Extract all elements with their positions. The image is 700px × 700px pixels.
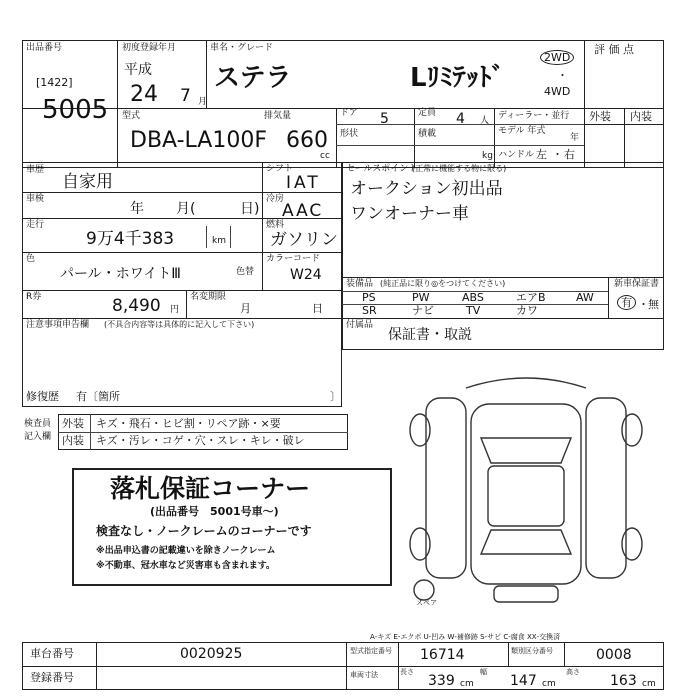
displacement-label: 排気量: [264, 111, 292, 121]
wheel-rear-left: [410, 528, 430, 560]
wheel-rear-right: [622, 528, 642, 560]
capacity-label: 定員: [418, 108, 437, 118]
recycle-unit: 円: [170, 305, 180, 315]
reg-deadline-day: 日: [312, 302, 323, 315]
equip-ps: PS: [362, 291, 376, 304]
drive-sep: ・: [557, 69, 568, 82]
inspection-month: 月(: [176, 201, 196, 217]
car-rear-glass: [481, 530, 571, 554]
model-label: 型式: [122, 111, 141, 121]
equip-tv: TV: [466, 304, 481, 317]
sales-point-line-1: オークション初出品: [350, 179, 503, 199]
lot-number: 5005: [42, 95, 109, 125]
new-warranty-label: 新車保証書: [614, 279, 660, 289]
equip-leather: カワ: [516, 304, 538, 317]
dims-height-label: 高さ: [566, 668, 580, 676]
equipment-label: 装備品: [346, 279, 374, 289]
recycle-label: R券: [26, 292, 42, 302]
lot-sub: [1422]: [36, 76, 73, 89]
sales-point-label: セールスポイント: [346, 164, 418, 174]
model-value: DBA-LA100F: [130, 128, 267, 153]
equip-airbag: エアB: [516, 291, 546, 304]
equip-abs: ABS: [462, 291, 484, 304]
new-warranty-sep: ・: [638, 298, 649, 311]
car-roof: [488, 466, 564, 526]
car-name: ステラ: [214, 63, 292, 93]
recycle-value: 8,490: [112, 296, 161, 316]
model-year-label: モデル 年式: [498, 126, 546, 136]
load-label: 積載: [418, 129, 437, 139]
corner-note-2: ※不動車、冠水車など災害車も含まれます。: [96, 561, 276, 571]
dealer-label: ディーラー・並行: [498, 111, 570, 121]
handle-left: 左: [536, 148, 547, 161]
aircon-label: 冷房: [266, 194, 285, 204]
color-change-label: 色替: [236, 267, 255, 277]
class-no-label: 類別区分番号: [511, 647, 553, 655]
drive-4wd: 4WD: [544, 85, 571, 98]
doors-value: 5: [380, 111, 389, 127]
corner-title: 落札保証コーナー: [110, 474, 311, 503]
sales-point-line-2: ワンオーナー車: [350, 204, 469, 224]
equip-navi: ナビ: [412, 304, 434, 317]
dims-height-unit: cm: [642, 679, 656, 689]
notes-label: 注意事項申告欄: [26, 320, 90, 330]
corner-note-1: ※出品申込書の記載違いを除きノークレーム: [96, 546, 276, 556]
sales-point-note: (正常に機能する物に限る): [412, 164, 507, 173]
class-no-value: 0008: [596, 647, 632, 663]
drive-2wd: 2WD: [540, 50, 574, 65]
type-no-label: 型式指定番号: [350, 647, 392, 655]
evaluation-exterior: 外装: [589, 110, 611, 123]
new-warranty-no: 無: [648, 298, 659, 311]
chassis-value: 0020925: [180, 646, 243, 662]
aircon-value: AAC: [282, 201, 324, 221]
dims-height: 163: [610, 673, 637, 689]
inspector-int-label: 内装: [62, 434, 84, 447]
model-year-value: 年: [570, 133, 580, 143]
corner-sub: (出品番号 5001号車〜): [150, 505, 279, 518]
car-rear-bumper: [494, 586, 558, 602]
first-reg-year: 24: [130, 82, 158, 107]
load-unit: kg: [482, 151, 493, 161]
colorcode-value: W24: [290, 267, 322, 283]
dims-label: 車両寸法: [350, 671, 378, 679]
reg-deadline-label: 名変期限: [190, 292, 227, 302]
chassis-label: 車台番号: [30, 647, 74, 660]
first-reg-month: 7: [180, 86, 191, 106]
displacement-value: 660: [286, 128, 328, 153]
equipment-note: (純正品に限り◎をつけてください): [380, 279, 506, 288]
details-block: [22, 162, 342, 407]
evaluation-label: 評 価 点: [594, 43, 634, 56]
damage-legend: A‐キズ E‐エクボ U‐凹み W‐補修跡 S‐サビ C‐腐食 XX‐交換済: [370, 633, 561, 641]
dims-width-label: 幅: [480, 668, 487, 676]
repair-close: 〕: [330, 390, 341, 403]
repair-value: 有〔箇所: [76, 390, 120, 403]
inspection-day: 日): [240, 201, 260, 217]
car-grade: Lﾘﾐﾃｯﾄﾞ: [410, 63, 505, 93]
dims-length-label: 長さ: [400, 668, 414, 676]
first-reg-month-unit: 月: [198, 97, 208, 107]
inspector-label-1: 検査員: [24, 419, 52, 429]
type-no-value: 16714: [420, 647, 465, 663]
shift-label: シフト: [266, 164, 294, 174]
dims-length: 339: [428, 673, 455, 689]
inspector-label-2: 記入欄: [24, 432, 52, 442]
car-body-right-side: [586, 398, 626, 578]
registration-label: 登録番号: [30, 671, 74, 684]
colorcode-label: カラーコード: [266, 254, 321, 264]
mileage-label: 走行: [26, 220, 45, 230]
doors-label: ドア: [340, 108, 358, 118]
fuel-label: 燃料: [266, 220, 285, 230]
color-label: 色: [26, 254, 36, 264]
first-reg-era: 平成: [124, 62, 152, 78]
handle-sep: ・: [552, 148, 563, 161]
car-windshield: [481, 438, 571, 463]
dims-length-unit: cm: [460, 679, 474, 689]
repair-label: 修復歴: [26, 390, 59, 403]
first-reg-label: 初度登録年月: [122, 43, 177, 53]
displacement-unit: cc: [320, 151, 330, 161]
capacity-value: 4: [456, 111, 465, 127]
attachments-value: 保証書・取説: [388, 327, 472, 343]
color-value: パール・ホワイトⅢ: [60, 266, 181, 282]
handle-label: ハンドル: [498, 150, 535, 160]
attachments-label: 付属品: [346, 320, 374, 330]
corner-line: 検査なし・ノークレームのコーナーです: [96, 524, 312, 538]
fuel-value: ガソリン: [270, 230, 338, 250]
mileage-unit: km: [212, 236, 226, 246]
car-damage-diagram: [396, 368, 656, 618]
usage-label: 車歴: [26, 165, 45, 175]
dims-width: 147: [510, 673, 537, 689]
inspection-year: 年: [130, 201, 144, 217]
dims-width-unit: cm: [542, 679, 556, 689]
evaluation-interior: 内装: [630, 110, 652, 123]
wheel-front-left: [410, 414, 430, 446]
inspection-label: 車検: [26, 194, 45, 204]
shape-label: 形状: [340, 129, 359, 139]
mileage-value: 9万4千383: [86, 229, 175, 249]
inspector-ext-label: 外装: [62, 417, 84, 430]
lot-label: 出品番号: [26, 43, 63, 53]
wheel-front-right: [622, 414, 642, 446]
notes-note: (不具合内容等は具体的に記入して下さい): [104, 320, 255, 329]
inspector-ext-items: キズ・飛石・ヒビ割・リペア跡・×要: [96, 417, 281, 430]
spare-label: スペア: [416, 599, 437, 607]
shift-value: IAT: [286, 173, 321, 193]
car-name-label: 車名・グレード: [210, 43, 274, 53]
equip-sr: SR: [362, 304, 377, 317]
equip-aw: AW: [576, 291, 594, 304]
capacity-unit: 人: [480, 116, 490, 126]
spare-tire: [414, 580, 434, 600]
equip-pw: PW: [412, 291, 430, 304]
new-warranty-yes: 有: [617, 295, 636, 310]
usage-value: 自家用: [62, 172, 113, 192]
handle-right: 右: [564, 148, 575, 161]
reg-deadline-month: 月: [240, 302, 251, 315]
inspector-int-items: キズ・汚レ・コゲ・穴・スレ・キレ・破レ: [96, 434, 305, 447]
car-roof-outline: [466, 378, 586, 388]
car-body-left-side: [426, 398, 466, 578]
